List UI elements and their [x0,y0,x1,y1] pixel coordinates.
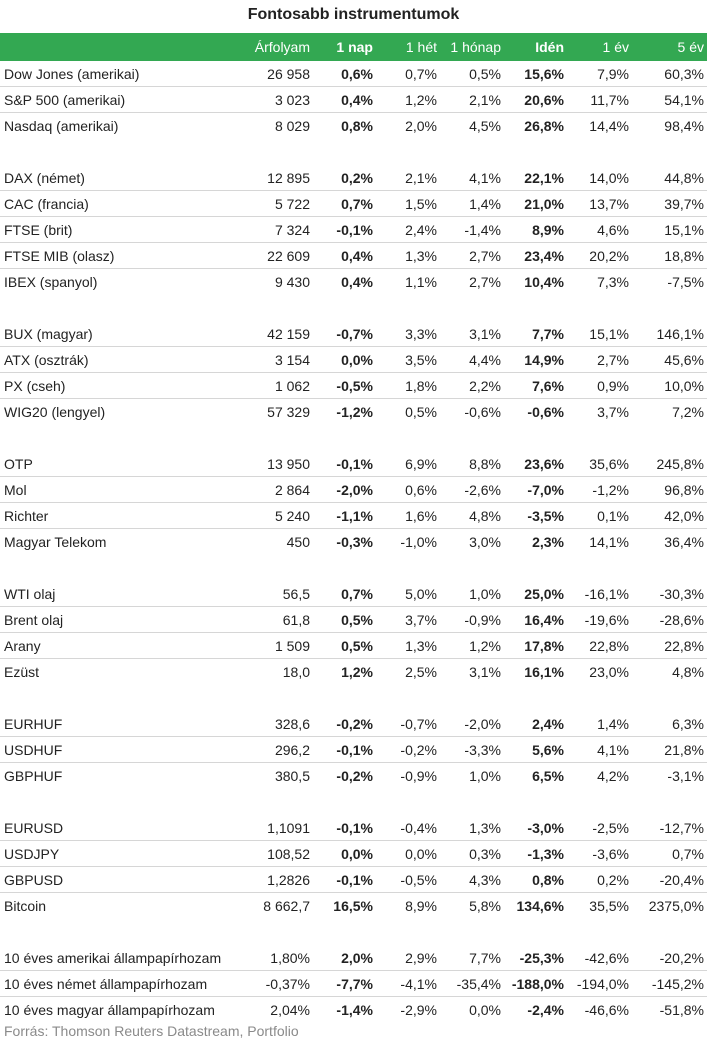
cell-5-year: 4,8% [672,664,704,680]
cell-price: 1 509 [274,638,310,654]
cell-price: 56,5 [282,586,310,602]
cell-price: 1,1091 [267,820,310,836]
cell-5-year: 96,8% [664,482,704,498]
cell-price: 57 329 [267,404,310,420]
cell-price: 328,6 [274,716,310,732]
cell-ytd: 6,5% [532,768,564,784]
cell-5-year: -20,4% [659,872,704,888]
header-5-year: 5 év [677,39,704,55]
header-ytd: Idén [535,39,564,55]
cell-5-year: 54,1% [664,92,704,108]
cell-price: 450 [286,534,310,550]
cell-ytd: 7,6% [532,378,564,394]
cell-5-year: -145,2% [651,976,704,992]
cell-1-month: 0,3% [469,846,501,862]
cell-ytd: 16,1% [524,664,564,680]
instrument-name: EURHUF [4,716,63,732]
cell-1-day: -7,7% [336,976,373,992]
cell-1-week: 0,5% [405,404,437,420]
cell-1-day: 0,5% [341,612,373,628]
cell-1-year: 0,1% [597,508,629,524]
instrument-name: EURUSD [4,820,64,836]
cell-1-year: 14,1% [589,534,629,550]
cell-5-year: 146,1% [656,326,704,342]
cell-1-year: 0,2% [597,872,629,888]
cell-1-day: 0,0% [341,846,373,862]
table-row [0,607,707,633]
cell-1-year: 22,8% [589,638,629,654]
header-1-year: 1 év [602,39,629,55]
cell-1-day: 0,5% [341,638,373,654]
table-row [0,893,707,919]
cell-5-year: 45,6% [664,352,704,368]
table-row [0,763,707,789]
cell-1-week: 3,5% [405,352,437,368]
cell-price: 42 159 [267,326,310,342]
cell-1-week: -0,7% [400,716,437,732]
instrument-name: GBPHUF [4,768,63,784]
instrument-name: Mol [4,482,27,498]
cell-1-month: 3,1% [469,664,501,680]
cell-1-week: -2,9% [400,1002,437,1018]
cell-1-month: -0,6% [464,404,501,420]
instrument-name: Ezüst [4,664,40,680]
table-title: Fontosabb instrumentumok [247,6,460,23]
header-1-week: 1 hét [405,39,437,55]
cell-1-year: 23,0% [589,664,629,680]
table-row [0,581,707,607]
table-row [0,321,707,347]
instrument-name: 10 éves magyar állampapírhozam [4,1002,215,1018]
cell-1-day: 0,4% [341,92,373,108]
cell-5-year: -20,2% [659,950,704,966]
cell-1-day: 0,6% [341,66,373,82]
instrument-name: S&P 500 (amerikai) [4,92,126,108]
cell-price: 108,52 [267,846,310,862]
instrument-name: WTI olaj [4,586,56,602]
cell-1-day: -0,1% [336,456,373,472]
cell-price: 22 609 [267,248,310,264]
table-row [0,217,707,243]
cell-price: 5 240 [274,508,310,524]
cell-5-year: 2375,0% [648,898,704,914]
table-row [0,113,707,139]
table-row [0,269,707,295]
table-row [0,87,707,113]
cell-ytd: 20,6% [524,92,564,108]
cell-1-week: 2,9% [405,950,437,966]
cell-ytd: -25,3% [519,950,564,966]
table-row [0,633,707,659]
table-row [0,971,707,997]
cell-5-year: 18,8% [664,248,704,264]
cell-1-day: -0,1% [336,222,373,238]
table-row [0,815,707,841]
cell-1-year: 14,0% [589,170,629,186]
cell-1-year: 14,4% [589,118,629,134]
cell-1-month: 4,5% [469,118,501,134]
cell-1-year: -194,0% [576,976,629,992]
cell-1-year: 20,2% [589,248,629,264]
instrument-name: Arany [4,638,41,654]
cell-1-year: -3,6% [592,846,629,862]
cell-1-month: 4,8% [469,508,501,524]
cell-1-day: -2,0% [336,482,373,498]
cell-1-day: 1,2% [341,664,373,680]
cell-ytd: 15,6% [524,66,564,82]
table-row [0,61,707,87]
cell-1-month: 1,2% [469,638,501,654]
cell-ytd: 26,8% [524,118,564,134]
table-row [0,503,707,529]
instrument-name: ATX (osztrák) [4,352,89,368]
cell-price: 7 324 [274,222,310,238]
instrument-name: IBEX (spanyol) [4,274,98,290]
cell-1-day: -0,2% [336,768,373,784]
cell-1-year: 35,5% [589,898,629,914]
cell-1-month: 3,1% [469,326,501,342]
cell-5-year: 245,8% [656,456,704,472]
cell-1-month: -2,0% [464,716,501,732]
instrument-name: GBPUSD [4,872,64,888]
cell-1-week: 8,9% [405,898,437,914]
cell-1-week: -4,1% [400,976,437,992]
cell-1-year: 1,4% [597,716,629,732]
cell-1-month: 2,7% [469,248,501,264]
header-price: Árfolyam [254,39,310,55]
cell-1-month: 4,4% [469,352,501,368]
cell-1-year: 4,2% [597,768,629,784]
cell-5-year: -51,8% [659,1002,704,1018]
cell-price: 1 062 [274,378,310,394]
cell-1-day: -1,2% [336,404,373,420]
cell-1-month: 0,0% [469,1002,501,1018]
table-row [0,373,707,399]
cell-5-year: 44,8% [664,170,704,186]
cell-1-week: 1,3% [405,638,437,654]
cell-ytd: 2,3% [532,534,564,550]
cell-1-week: 2,0% [405,118,437,134]
instrument-name: USDHUF [4,742,63,758]
cell-1-day: -0,7% [336,326,373,342]
instrument-name: Bitcoin [4,898,47,914]
instrument-name: Nasdaq (amerikai) [4,118,119,134]
cell-ytd: 17,8% [524,638,564,654]
cell-price: 61,8 [282,612,310,628]
cell-ytd: 8,9% [532,222,564,238]
table-row [0,841,707,867]
cell-1-week: 1,5% [405,196,437,212]
cell-1-year: 13,7% [589,196,629,212]
table-row [0,945,707,971]
cell-5-year: 0,7% [672,846,704,862]
header-1-month: 1 hónap [450,39,501,55]
cell-ytd: -0,6% [527,404,564,420]
cell-5-year: -30,3% [659,586,704,602]
cell-1-day: 0,0% [341,352,373,368]
cell-1-week: 2,5% [405,664,437,680]
instrument-name: WIG20 (lengyel) [4,404,106,420]
instrument-name: FTSE (brit) [4,222,73,238]
cell-1-day: -0,1% [336,872,373,888]
cell-price: 5 722 [274,196,310,212]
cell-1-week: 1,8% [405,378,437,394]
cell-5-year: 21,8% [664,742,704,758]
instrument-name: Richter [4,508,49,524]
cell-1-day: -0,3% [336,534,373,550]
instrument-name: Magyar Telekom [4,534,107,550]
cell-1-day: 0,7% [341,196,373,212]
instrument-name: PX (cseh) [4,378,66,394]
table-row [0,711,707,737]
table-row [0,399,707,425]
cell-price: 18,0 [282,664,310,680]
cell-1-month: 2,2% [469,378,501,394]
cell-price: 9 430 [274,274,310,290]
table-header [0,33,707,61]
cell-ytd: 134,6% [516,898,564,914]
cell-1-day: 0,8% [341,118,373,134]
cell-1-month: 7,7% [469,950,501,966]
cell-price: 1,80% [270,950,310,966]
cell-1-year: -16,1% [584,586,629,602]
cell-1-week: 5,0% [405,586,437,602]
cell-ytd: -3,5% [527,508,564,524]
instrument-name: USDJPY [4,846,60,862]
table-row [0,659,707,685]
cell-1-week: 0,7% [405,66,437,82]
cell-5-year: 22,8% [664,638,704,654]
cell-5-year: 15,1% [664,222,704,238]
cell-1-week: 3,7% [405,612,437,628]
cell-1-year: 15,1% [589,326,629,342]
cell-1-day: 0,7% [341,586,373,602]
cell-1-month: -0,9% [464,612,501,628]
cell-1-month: -35,4% [456,976,501,992]
cell-1-week: 1,1% [405,274,437,290]
cell-1-month: 1,4% [469,196,501,212]
cell-1-week: -0,9% [400,768,437,784]
cell-ytd: 2,4% [532,716,564,732]
cell-5-year: 39,7% [664,196,704,212]
cell-1-month: 8,8% [469,456,501,472]
table-row [0,191,707,217]
cell-1-year: 3,7% [597,404,629,420]
cell-ytd: -3,0% [527,820,564,836]
cell-price: 26 958 [267,66,310,82]
cell-1-week: 1,6% [405,508,437,524]
cell-ytd: -188,0% [511,976,564,992]
cell-1-year: -2,5% [592,820,629,836]
cell-1-week: 0,0% [405,846,437,862]
cell-5-year: 10,0% [664,378,704,394]
cell-5-year: 60,3% [664,66,704,82]
cell-ytd: 0,8% [532,872,564,888]
cell-1-month: -2,6% [464,482,501,498]
cell-1-week: 1,2% [405,92,437,108]
cell-1-month: 1,0% [469,586,501,602]
table-row [0,165,707,191]
cell-1-year: -1,2% [592,482,629,498]
cell-1-month: 4,3% [469,872,501,888]
cell-1-week: -1,0% [400,534,437,550]
instrument-name: FTSE MIB (olasz) [4,248,115,264]
cell-1-year: 7,3% [597,274,629,290]
instrument-name: DAX (német) [4,170,85,186]
cell-1-week: 6,9% [405,456,437,472]
cell-5-year: -12,7% [659,820,704,836]
cell-ytd: -7,0% [527,482,564,498]
cell-1-year: 35,6% [589,456,629,472]
cell-1-year: 0,9% [597,378,629,394]
cell-1-year: 2,7% [597,352,629,368]
header-1-day: 1 nap [336,39,373,55]
cell-1-month: 4,1% [469,170,501,186]
cell-1-month: 5,8% [469,898,501,914]
cell-5-year: 6,3% [672,716,704,732]
cell-5-year: 7,2% [672,404,704,420]
cell-price: 2,04% [270,1002,310,1018]
table-row [0,451,707,477]
table-row [0,737,707,763]
cell-5-year: -28,6% [659,612,704,628]
cell-price: 8 029 [274,118,310,134]
cell-1-week: -0,4% [400,820,437,836]
source-note: Forrás: Thomson Reuters Datastream, Portfolio [4,1023,299,1039]
cell-1-week: 2,4% [405,222,437,238]
cell-ytd: -1,3% [527,846,564,862]
cell-1-week: -0,2% [400,742,437,758]
cell-1-month: 1,3% [469,820,501,836]
cell-5-year: 98,4% [664,118,704,134]
cell-price: 8 662,7 [263,898,310,914]
cell-ytd: 23,6% [524,456,564,472]
cell-5-year: 42,0% [664,508,704,524]
cell-1-year: -46,6% [584,1002,629,1018]
cell-1-month: -3,3% [464,742,501,758]
cell-1-year: -19,6% [584,612,629,628]
cell-ytd: 25,0% [524,586,564,602]
cell-5-year: -7,5% [667,274,704,290]
cell-price: 3 154 [274,352,310,368]
table-row [0,243,707,269]
cell-price: 12 895 [267,170,310,186]
instrument-name: Brent olaj [4,612,64,628]
cell-1-day: -0,1% [336,820,373,836]
cell-price: 296,2 [274,742,310,758]
cell-1-day: 0,4% [341,248,373,264]
table-row [0,529,707,555]
instrument-name: Dow Jones (amerikai) [4,66,140,82]
cell-1-month: 2,1% [469,92,501,108]
cell-1-year: 4,6% [597,222,629,238]
instrument-name: 10 éves német állampapírhozam [4,976,208,992]
cell-1-week: 2,1% [405,170,437,186]
cell-1-day: -0,5% [336,378,373,394]
cell-price: 3 023 [274,92,310,108]
cell-1-year: 4,1% [597,742,629,758]
cell-1-day: -1,1% [336,508,373,524]
instrument-name: BUX (magyar) [4,326,93,342]
cell-ytd: 10,4% [524,274,564,290]
instrument-name: 10 éves amerikai állampapírhozam [4,950,222,966]
cell-1-month: 1,0% [469,768,501,784]
cell-1-month: 2,7% [469,274,501,290]
cell-1-year: 11,7% [590,92,629,108]
instrument-name: CAC (francia) [4,196,89,212]
cell-1-day: 2,0% [341,950,373,966]
cell-1-week: -0,5% [400,872,437,888]
cell-1-day: 0,2% [341,170,373,186]
cell-ytd: 14,9% [524,352,564,368]
cell-price: -0,37% [265,976,310,992]
table-row [0,997,707,1023]
cell-1-day: -0,2% [336,716,373,732]
cell-1-month: 0,5% [469,66,501,82]
cell-1-day: 0,4% [341,274,373,290]
table-row [0,347,707,373]
cell-price: 2 864 [274,482,310,498]
cell-ytd: 22,1% [524,170,564,186]
cell-1-week: 1,3% [405,248,437,264]
cell-5-year: 36,4% [664,534,704,550]
cell-price: 1,2826 [267,872,310,888]
cell-price: 13 950 [267,456,310,472]
cell-1-day: 16,5% [333,898,373,914]
cell-ytd: 5,6% [532,742,564,758]
cell-5-year: -3,1% [667,768,704,784]
instrument-name: OTP [4,456,33,472]
cell-1-week: 3,3% [405,326,437,342]
cell-1-month: -1,4% [464,222,501,238]
cell-1-day: -1,4% [336,1002,373,1018]
cell-price: 380,5 [274,768,310,784]
cell-ytd: 16,4% [524,612,564,628]
cell-1-year: 7,9% [597,66,629,82]
table-row [0,477,707,503]
cell-1-year: -42,6% [584,950,629,966]
cell-ytd: -2,4% [527,1002,564,1018]
cell-ytd: 23,4% [524,248,564,264]
cell-1-month: 3,0% [469,534,501,550]
cell-1-day: -0,1% [336,742,373,758]
cell-1-week: 0,6% [405,482,437,498]
cell-ytd: 7,7% [532,326,564,342]
table-row [0,867,707,893]
cell-ytd: 21,0% [524,196,564,212]
